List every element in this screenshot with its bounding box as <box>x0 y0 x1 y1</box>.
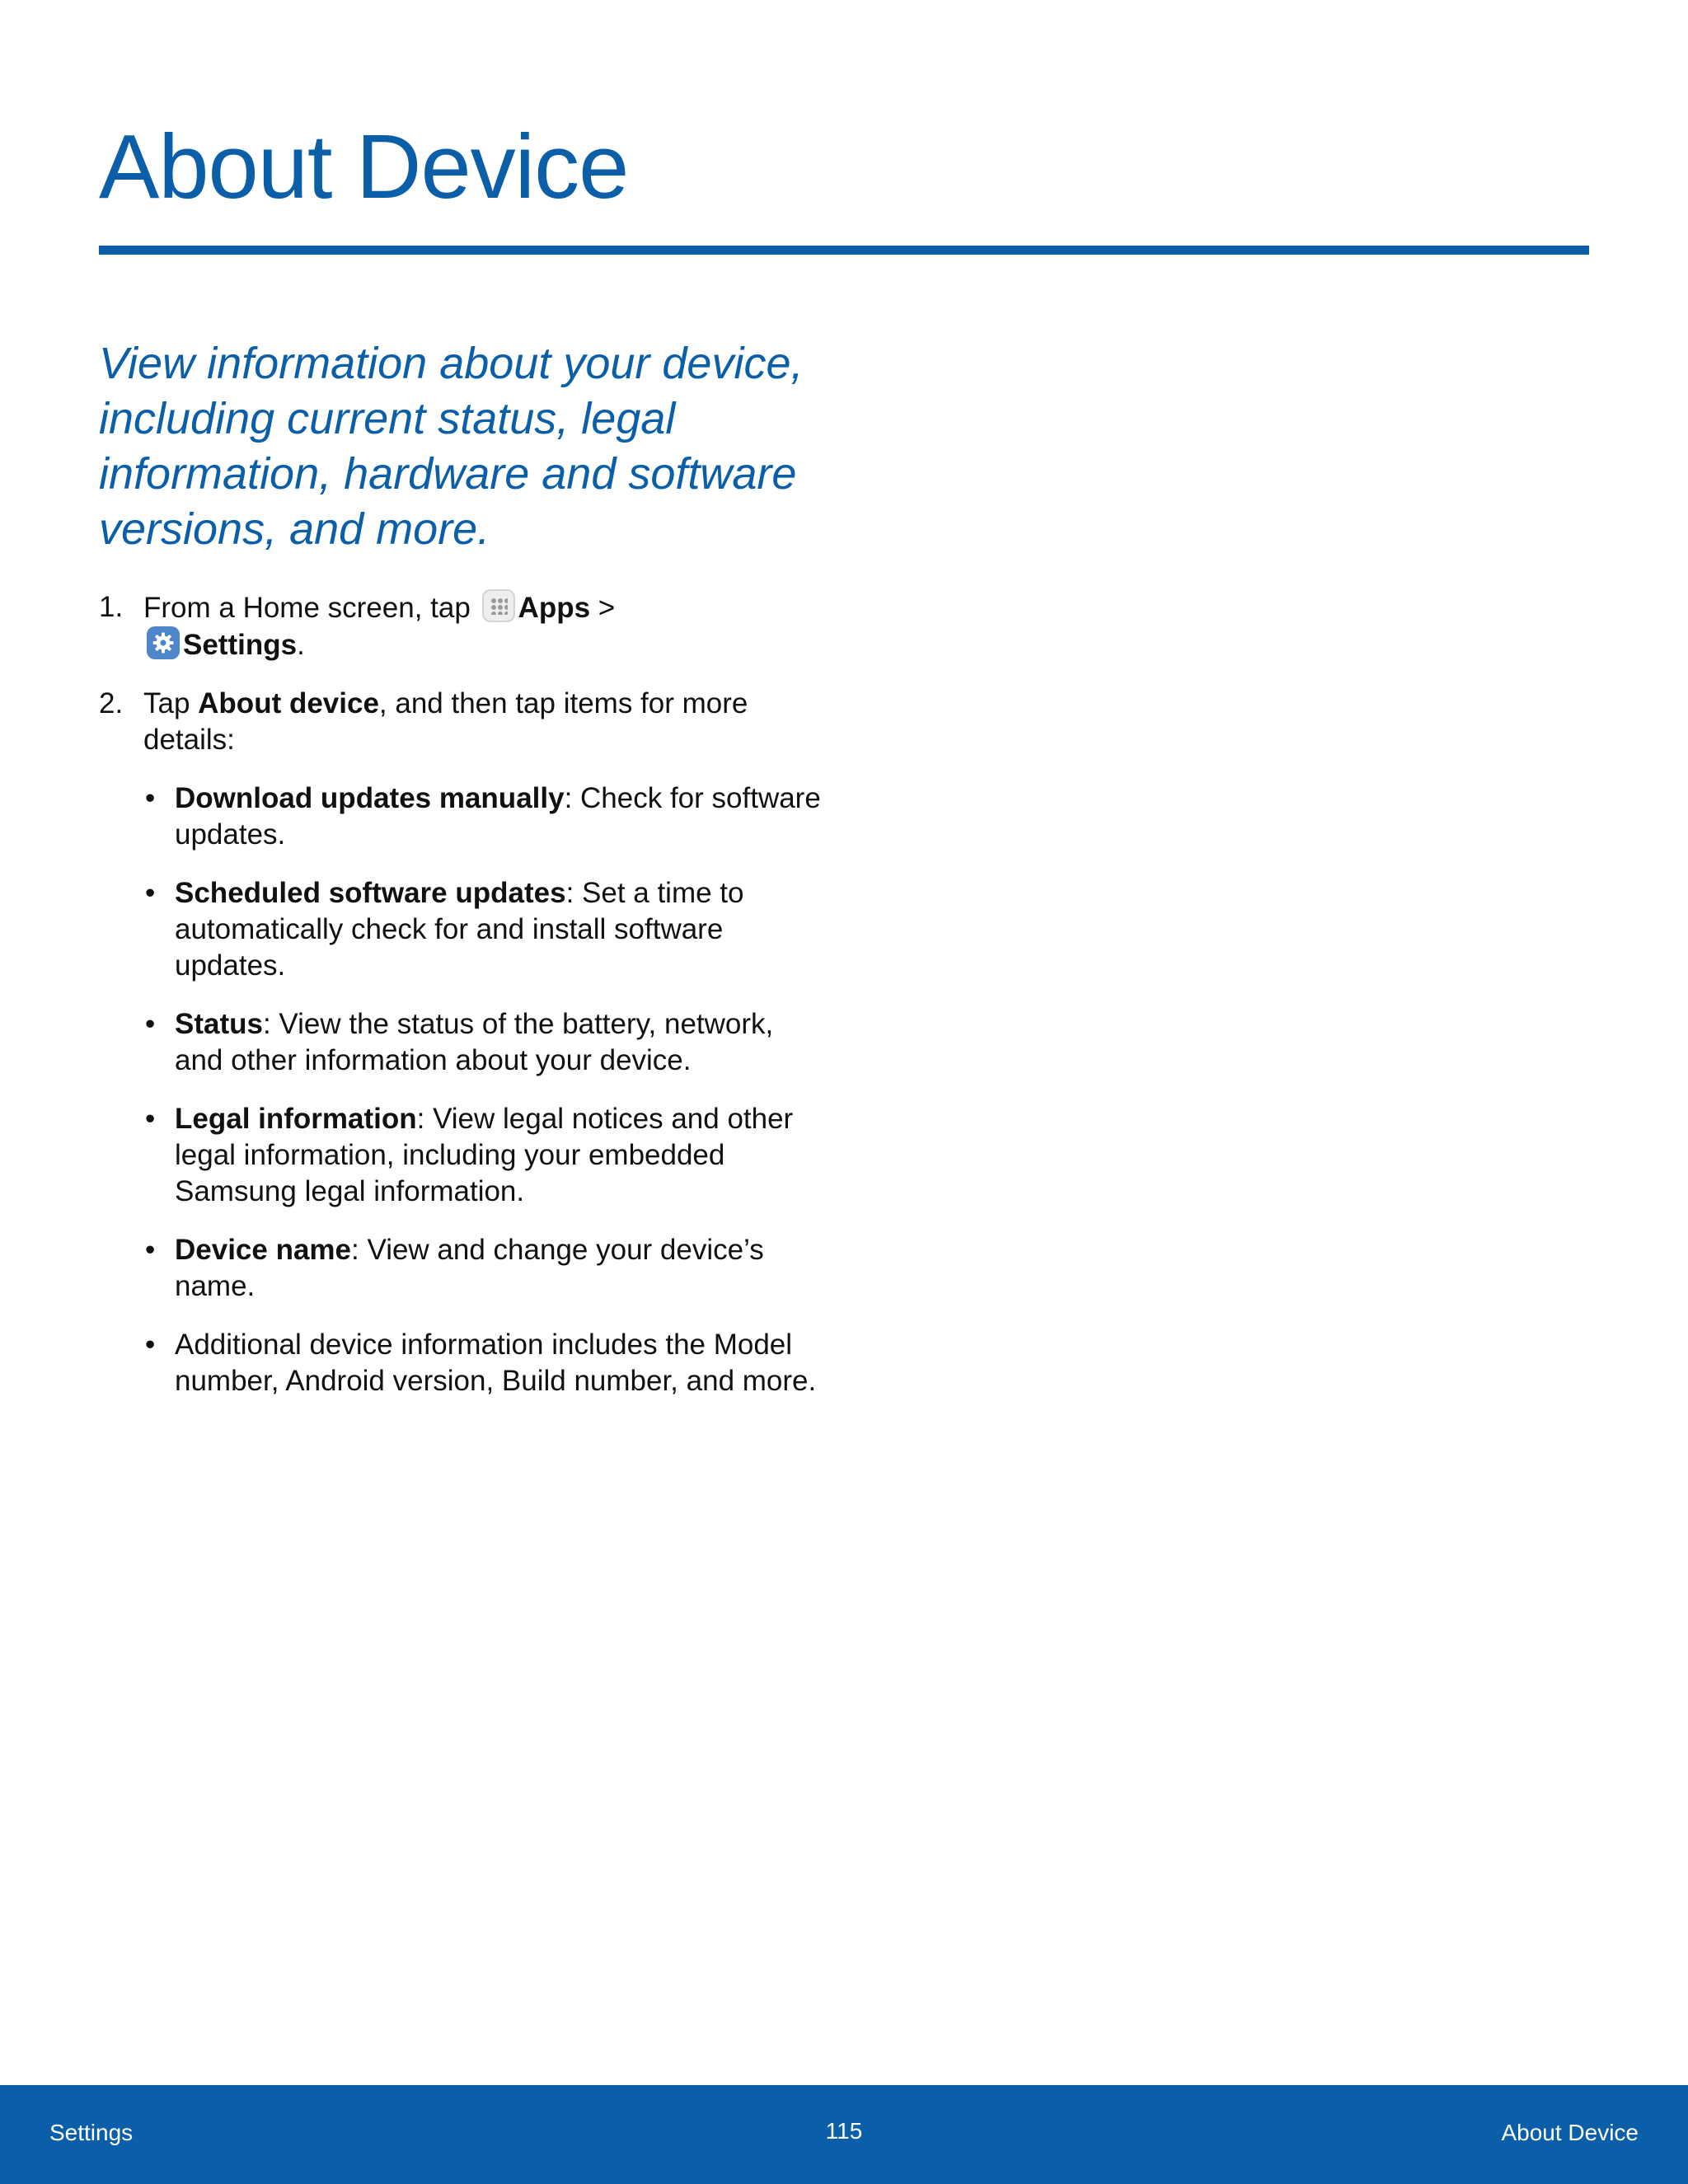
bullet: • <box>145 877 156 909</box>
detail-text: Additional device information includes the Model number, Android version, Build number, and more. <box>175 1329 817 1397</box>
path-separator: > <box>590 592 616 624</box>
detail-text: : View the status of the battery, network, and other information about your device. <box>175 1008 774 1076</box>
step-text: From a Home screen, tap <box>143 592 471 624</box>
detail-text: : View legal notices and other legal information, including your embedded Samsung legal information. <box>175 1103 794 1207</box>
list-item <box>143 1006 824 1079</box>
detail-text: : Set a time to automatically check for and install software updates. <box>175 877 744 982</box>
detail-term: Legal information <box>175 1103 417 1135</box>
step-1 <box>99 589 824 663</box>
settings-gear-icon <box>147 626 180 659</box>
step-number: 2. <box>99 687 124 719</box>
step-end-punct: . <box>297 629 305 661</box>
apps-grid-icon <box>482 589 515 622</box>
detail-term: Status <box>175 1008 263 1040</box>
step-text-after: , and then tap items for more details: <box>143 687 748 756</box>
bullet: • <box>145 1008 156 1040</box>
page-number: 115 <box>825 2118 863 2144</box>
bullet: • <box>145 1234 156 1266</box>
detail-term: Download updates manually <box>175 782 565 814</box>
list-item <box>143 1327 824 1399</box>
settings-label: Settings <box>183 629 298 661</box>
detail-term: Device name <box>175 1234 352 1266</box>
intro-text: View information about your device, including current status, legal information, hardware and software versions, and more. <box>99 339 804 554</box>
title-divider <box>99 246 1589 255</box>
steps-list <box>99 589 824 1422</box>
detail-text: : View and change your device’s name. <box>175 1234 764 1302</box>
bullet: • <box>145 1103 156 1135</box>
footer-section-right: About Device <box>1501 2120 1639 2145</box>
bullet: • <box>145 1329 156 1361</box>
step-2 <box>99 686 824 1399</box>
page-title: About Device <box>99 116 629 218</box>
list-item <box>143 1101 824 1210</box>
page-footer <box>0 2085 1688 2184</box>
list-item <box>143 780 824 853</box>
list-item <box>143 1232 824 1305</box>
footer-section-left: Settings <box>49 2120 134 2145</box>
detail-text: : Check for software updates. <box>175 782 821 851</box>
about-device-term: About device <box>198 687 379 719</box>
bullet: • <box>145 782 156 814</box>
details-list <box>143 780 824 1399</box>
step-text: Tap <box>143 687 199 719</box>
apps-label: Apps <box>518 592 591 624</box>
list-item <box>143 875 824 984</box>
detail-term: Scheduled software updates <box>175 877 566 909</box>
step-number: 1. <box>99 591 124 623</box>
